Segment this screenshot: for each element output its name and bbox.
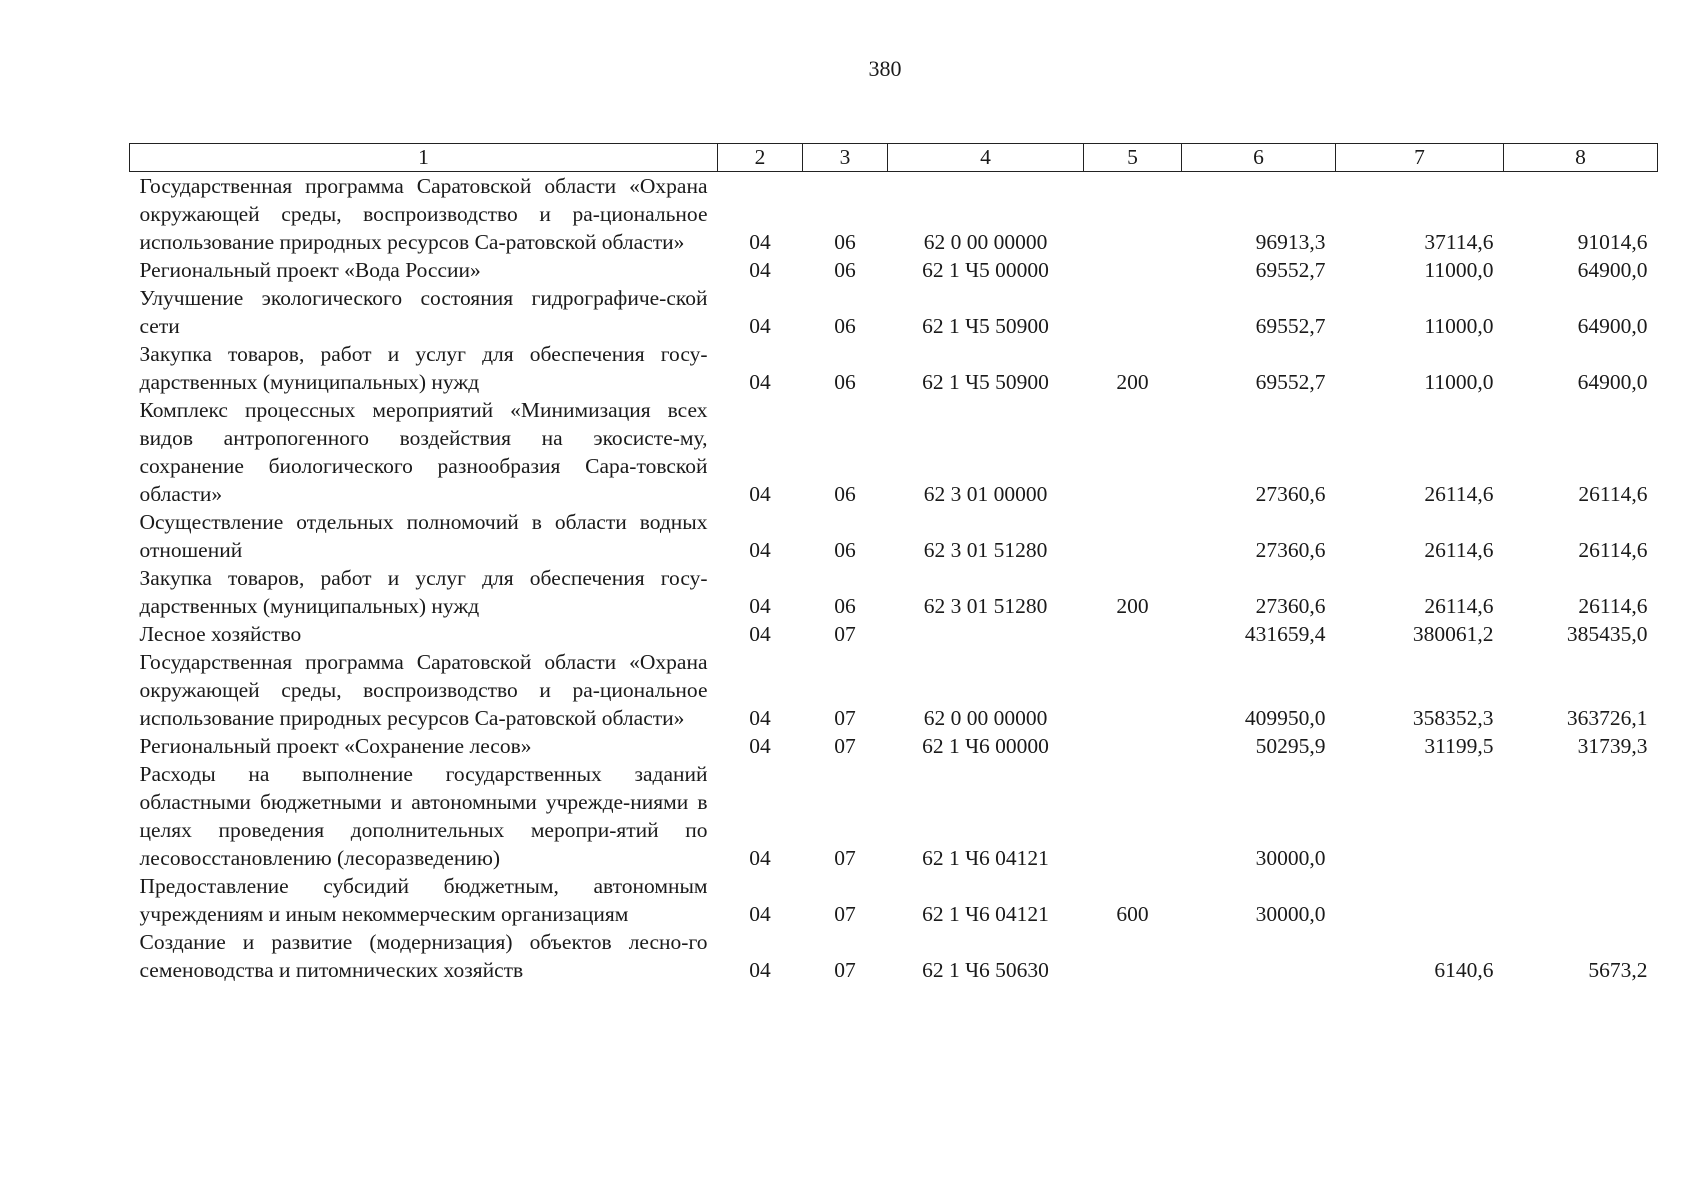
expense-type-cell [1084, 732, 1182, 760]
row-name-cell: Региональный проект «Сохранение лесов» [139, 734, 532, 758]
expense-type-cell [1084, 928, 1182, 984]
amount-col6-cell: 50295,9 [1255, 734, 1326, 758]
table-row [130, 760, 1658, 872]
target-article-cell: 62 3 01 00000 [923, 482, 1048, 506]
table-row [130, 284, 1658, 340]
subsection-cell: 06 [834, 314, 856, 338]
section-cell: 04 [749, 594, 771, 618]
amount-col8-cell: 5673,2 [1588, 958, 1648, 982]
amount-col8-cell: 363726,1 [1566, 706, 1648, 730]
table-row [130, 508, 1658, 564]
amount-col8-cell: 31739,3 [1577, 734, 1648, 758]
row-name-cell: Создание и развитие (модернизация) объектов лесно-го семеноводства и питомнических хозяйств [139, 930, 708, 982]
amount-col8-cell: 385435,0 [1566, 622, 1648, 646]
header-row [130, 144, 1658, 172]
column-header: 8 [1504, 144, 1658, 172]
amount-col6-cell: 409950,0 [1244, 706, 1326, 730]
section-cell: 04 [749, 370, 771, 394]
column-header: 5 [1084, 144, 1182, 172]
subsection-cell: 07 [834, 706, 856, 730]
amount-col8-cell: 26114,6 [1578, 594, 1648, 618]
amount-col8-cell [1504, 872, 1658, 928]
subsection-cell: 07 [834, 902, 856, 926]
amount-col7-cell: 26114,6 [1424, 482, 1494, 506]
table-row [130, 256, 1658, 284]
row-name-cell: Улучшение экологического состояния гидрографиче-ской сети [139, 286, 708, 338]
row-name-cell: Комплекс процессных мероприятий «Минимизация всех видов антропогенного воздействия на экосисте-му, сохранение биологического разнообразия Сара-товской области» [139, 398, 708, 506]
row-name-cell: Предоставление субсидий бюджетным, автономным учреждениям и иным некоммерческим организациям [139, 874, 708, 926]
amount-col8-cell: 64900,0 [1577, 370, 1648, 394]
expense-type-cell [1084, 172, 1182, 257]
amount-col7-cell [1336, 760, 1504, 872]
amount-col8-cell [1504, 760, 1658, 872]
subsection-cell: 06 [834, 482, 856, 506]
section-cell: 04 [749, 258, 771, 282]
expense-type-cell [1084, 284, 1182, 340]
target-article-cell: 62 1 Ч5 50900 [922, 370, 1049, 394]
row-name-cell: Лесное хозяйство [139, 622, 302, 646]
amount-col6-cell: 96913,3 [1255, 230, 1326, 254]
table-row [130, 928, 1658, 984]
expense-type-cell: 200 [1116, 594, 1149, 618]
amount-col7-cell: 380061,2 [1412, 622, 1494, 646]
table-row [130, 340, 1658, 396]
amount-col7-cell [1336, 872, 1504, 928]
table-row [130, 648, 1658, 732]
target-article-cell: 62 1 Ч6 50630 [922, 958, 1049, 982]
section-cell: 04 [749, 958, 771, 982]
expense-type-cell [1084, 648, 1182, 732]
amount-col6-cell: 27360,6 [1255, 594, 1326, 618]
expense-type-cell [1084, 508, 1182, 564]
row-name-cell: Расходы на выполнение государственных заданий областными бюджетными и автономными учрежде-ниями в целях проведения дополнительных меропри-ятий по лесовосстановлению (лесоразведению) [139, 762, 708, 870]
section-cell: 04 [749, 230, 771, 254]
section-cell: 04 [749, 622, 771, 646]
target-article-cell: 62 0 00 00000 [923, 230, 1048, 254]
amount-col7-cell: 26114,6 [1424, 594, 1494, 618]
column-header: 4 [888, 144, 1084, 172]
budget-table [129, 143, 1658, 984]
row-name-cell: Государственная программа Саратовской области «Охрана окружающей среды, воспроизводство и ра-циональное использование природных ресурсов Са-ратовской области» [139, 650, 708, 730]
row-name-cell: Закупка товаров, работ и услуг для обеспечения госу-дарственных (муниципальных) нужд [139, 342, 708, 394]
expense-type-cell: 600 [1116, 902, 1149, 926]
section-cell: 04 [749, 314, 771, 338]
amount-col8-cell: 64900,0 [1577, 258, 1648, 282]
expense-type-cell [1084, 620, 1182, 648]
expense-type-cell [1084, 396, 1182, 508]
subsection-cell: 06 [834, 538, 856, 562]
column-header: 3 [803, 144, 888, 172]
table-row [130, 172, 1658, 257]
column-header: 7 [1336, 144, 1504, 172]
expense-type-cell [1084, 760, 1182, 872]
amount-col8-cell: 91014,6 [1577, 230, 1648, 254]
amount-col7-cell: 358352,3 [1412, 706, 1494, 730]
amount-col6-cell: 30000,0 [1255, 846, 1326, 870]
target-article-cell: 62 3 01 51280 [923, 594, 1048, 618]
target-article-cell: 62 3 01 51280 [923, 538, 1048, 562]
target-article-cell: 62 1 Ч6 04121 [922, 902, 1049, 926]
column-header: 1 [130, 144, 718, 172]
subsection-cell: 07 [834, 622, 856, 646]
row-name-cell: Осуществление отдельных полномочий в области водных отношений [139, 510, 708, 562]
amount-col6-cell: 27360,6 [1255, 538, 1326, 562]
amount-col7-cell: 11000,0 [1424, 314, 1494, 338]
expense-type-cell: 200 [1116, 370, 1149, 394]
subsection-cell: 06 [834, 594, 856, 618]
subsection-cell: 06 [834, 370, 856, 394]
section-cell: 04 [749, 482, 771, 506]
amount-col6-cell: 69552,7 [1255, 370, 1326, 394]
amount-col7-cell: 11000,0 [1424, 370, 1494, 394]
table-row [130, 396, 1658, 508]
amount-col7-cell: 26114,6 [1424, 538, 1494, 562]
subsection-cell: 06 [834, 230, 856, 254]
row-name-cell: Закупка товаров, работ и услуг для обеспечения госу-дарственных (муниципальных) нужд [139, 566, 708, 618]
column-header: 6 [1182, 144, 1336, 172]
amount-col7-cell: 31199,5 [1424, 734, 1494, 758]
expense-type-cell [1084, 256, 1182, 284]
amount-col8-cell: 64900,0 [1577, 314, 1648, 338]
amount-col7-cell: 11000,0 [1424, 258, 1494, 282]
amount-col8-cell: 26114,6 [1578, 538, 1648, 562]
row-name-cell: Государственная программа Саратовской области «Охрана окружающей среды, воспроизводство и ра-циональное использование природных ресурсов Са-ратовской области» [139, 174, 708, 254]
amount-col6-cell: 69552,7 [1255, 314, 1326, 338]
page-number: 380 [868, 56, 902, 81]
amount-col7-cell: 6140,6 [1434, 958, 1494, 982]
target-article-cell: 62 1 Ч5 50900 [922, 314, 1049, 338]
subsection-cell: 07 [834, 958, 856, 982]
amount-col6-cell: 431659,4 [1244, 622, 1326, 646]
subsection-cell: 07 [834, 846, 856, 870]
target-article-cell: 62 1 Ч6 00000 [922, 734, 1049, 758]
table-row [130, 872, 1658, 928]
section-cell: 04 [749, 902, 771, 926]
section-cell: 04 [749, 706, 771, 730]
subsection-cell: 06 [834, 258, 856, 282]
amount-col6-cell [1182, 928, 1336, 984]
target-article-cell [888, 620, 1084, 648]
amount-col6-cell: 27360,6 [1255, 482, 1326, 506]
table-row [130, 620, 1658, 648]
row-name-cell: Региональный проект «Вода России» [139, 258, 481, 282]
table-body [130, 172, 1658, 985]
amount-col6-cell: 69552,7 [1255, 258, 1326, 282]
section-cell: 04 [749, 846, 771, 870]
target-article-cell: 62 1 Ч6 04121 [922, 846, 1049, 870]
target-article-cell: 62 1 Ч5 00000 [922, 258, 1049, 282]
column-header: 2 [718, 144, 803, 172]
amount-col7-cell: 37114,6 [1424, 230, 1494, 254]
section-cell: 04 [749, 538, 771, 562]
table-row [130, 564, 1658, 620]
table-row [130, 732, 1658, 760]
amount-col6-cell: 30000,0 [1255, 902, 1326, 926]
section-cell: 04 [749, 734, 771, 758]
subsection-cell: 07 [834, 734, 856, 758]
target-article-cell: 62 0 00 00000 [923, 706, 1048, 730]
amount-col8-cell: 26114,6 [1578, 482, 1648, 506]
